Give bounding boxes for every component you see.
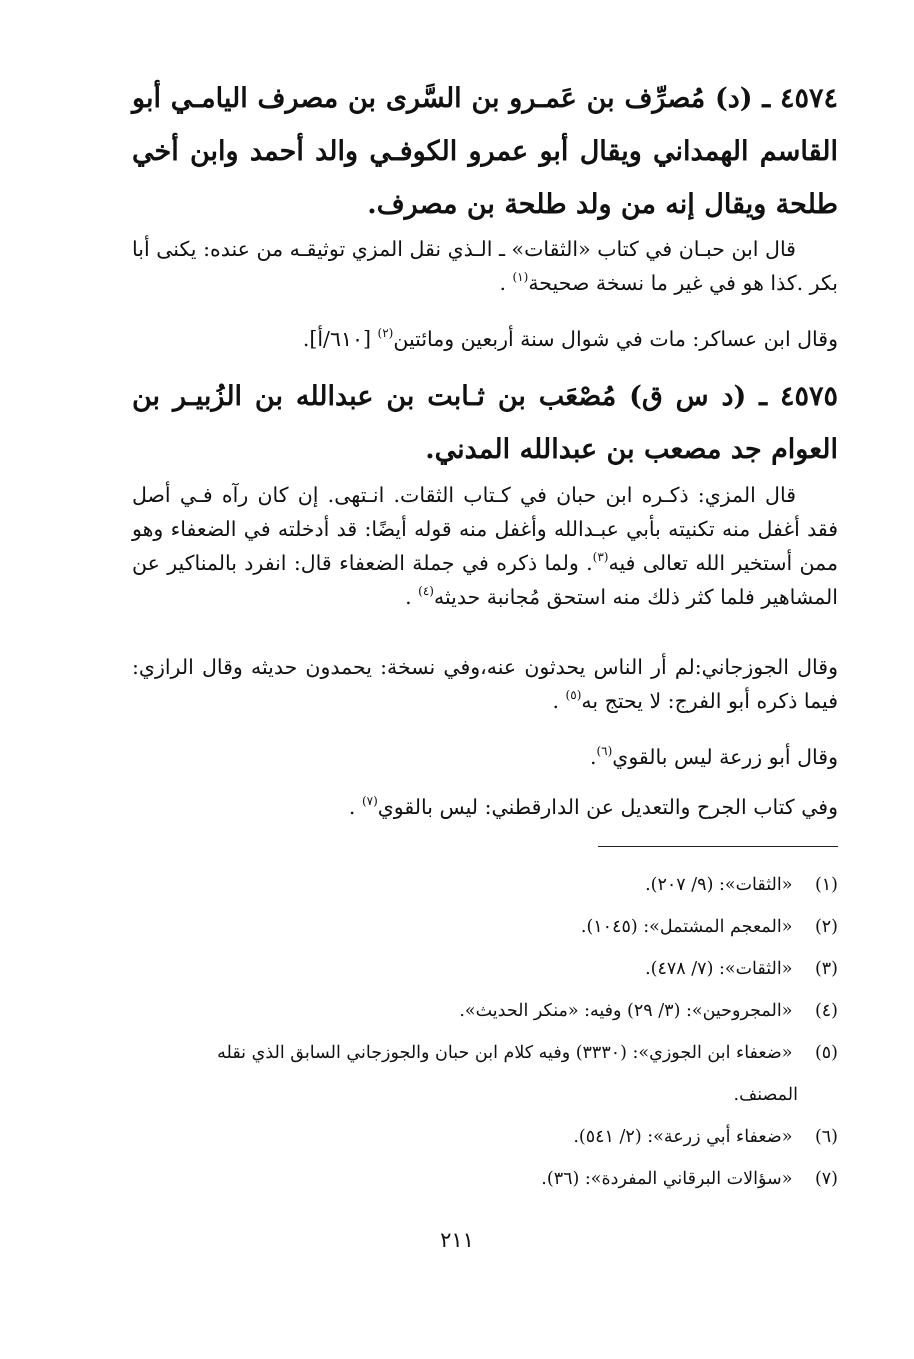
paragraph-text: وقال الجوزجاني:لم أر الناس يحدثون عنه،وفي نسخة: يحمدون حديثه وقال الرازي: فيما ذكره أبو الفرج: لا يحتج به — [132, 655, 838, 713]
entry-heading-4574: ٤٥٧٤ ـ (د) مُصرِّف بن عَمـرو بن السَّرى بن مصرف اليامـي أبو القاسم الهمداني ويقال أبو عمرو الكوفـي والد أحمد وابن أخي طلحة ويقال إنه من ولد طلحة بن مصرف. — [132, 83, 838, 220]
footnote-ref-4[interactable]: (٤) — [418, 584, 434, 598]
footnotes-list — [132, 864, 838, 1200]
footnote-text: «المعجم المشتمل»: (١٠٤٥). — [580, 917, 793, 937]
footnote-text: «سؤالات البرقاني المفردة»: (٣٦). — [541, 1169, 793, 1189]
footnote-number: (٢) — [814, 917, 838, 937]
footnote-text: «الثقات»: (٧/ ٤٧٨). — [645, 959, 793, 979]
footnote-item — [132, 990, 838, 1032]
paragraph-text: وقال أبو زرعة ليس بالقوي — [612, 745, 838, 769]
footnote-item — [132, 1158, 838, 1200]
footnote-number: (٦) — [814, 1127, 838, 1147]
footnote-number: (٣) — [814, 959, 838, 979]
paragraph-tail: . — [499, 271, 513, 295]
entry-4575-paragraph-2 — [132, 650, 838, 718]
footnote-ref-2[interactable]: (٢) — [377, 326, 394, 340]
entry-4574-paragraph-2 — [132, 322, 838, 356]
footnote-item — [132, 906, 838, 948]
footnote-ref-5[interactable]: (٥) — [565, 688, 582, 702]
page-number: ٢١١ — [440, 1228, 474, 1252]
entry-heading-4575: ٤٥٧٥ ـ (د س ق) مُصْعَب بن ثـابت بن عبدالله بن الزُبيـر بن العوام جد مصعب بن عبدالله المدني. — [132, 381, 838, 465]
entry-4575-paragraph-3 — [132, 740, 838, 774]
footnote-ref-1[interactable]: (١) — [512, 270, 529, 284]
paragraph-tail: . — [348, 795, 362, 819]
paragraph-text: وقال ابن عساكر: مات في شوال سنة أربعين ومائتين — [393, 327, 838, 351]
paragraph-tail: [٦١٠/أ]. — [302, 327, 378, 351]
footnote-separator — [598, 846, 838, 847]
paragraph-tail: . — [589, 745, 597, 769]
entry-4575-paragraph-4 — [132, 790, 838, 824]
footnote-number: (٧) — [814, 1169, 838, 1189]
footnote-number: (٤) — [814, 1001, 838, 1021]
footnote-text: «الثقات»: (٩/ ٢٠٧). — [645, 875, 793, 895]
paragraph-tail-2: . — [405, 585, 419, 609]
footnote-continuation: المصنف. — [733, 1085, 798, 1105]
footnote-item — [132, 864, 838, 906]
footnote-number: (٥) — [814, 1043, 838, 1063]
paragraph-text: وفي كتاب الجرح والتعديل عن الدارقطني: ليس بالقوي — [377, 795, 838, 819]
paragraph-tail: . — [552, 689, 566, 713]
footnote-item — [132, 1116, 838, 1158]
footnote-item — [132, 1032, 838, 1116]
footnote-ref-3[interactable]: (٣) — [592, 550, 609, 564]
footnote-text: «المجروحين»: (٣/ ٢٩) وفيه: «منكر الحديث». — [459, 1001, 793, 1021]
footnote-ref-6[interactable]: (٦) — [596, 744, 613, 758]
footnote-number: (١) — [814, 875, 838, 895]
footnote-item — [132, 948, 838, 990]
paragraph-text: قال ابن حبـان في كتاب «الثقات» ـ الـذي نقل المزي توثيقـه من عنده: يكنى أبا بكر .كذا هو في غير ما نسخة صحيحة — [132, 237, 838, 295]
footnote-text: «ضعفاء أبي زرعة»: (٢/ ٥٤١). — [573, 1127, 793, 1147]
footnote-text: «ضعفاء ابن الجوزي»: (٣٣٣٠) وفيه كلام ابن حبان والجوزجاني السابق الذي نقله — [217, 1043, 793, 1063]
entry-4575-paragraph-1 — [132, 478, 838, 614]
entry-4574-paragraph-1 — [132, 232, 838, 300]
paragraph-tail: . ولما ذكره في جملة الضعفاء قال: انفرد بالمناكير عن المشاهير فلما كثر ذلك منه استحق مُجانبة حديثه — [132, 551, 838, 609]
paragraph-text: قال المزي: ذكـره ابن حبان في كـتاب الثقات. انـتهى. إن كان رآه فـي أصل فقد أغفل منه تكنيته بأبي عبـدالله وأغفل منه قوله أيضًا: قد أدخلته في الضعفاء وهو ممن أستخير الله تعالى فيه — [132, 483, 838, 575]
footnote-ref-7[interactable]: (٧) — [361, 794, 378, 808]
